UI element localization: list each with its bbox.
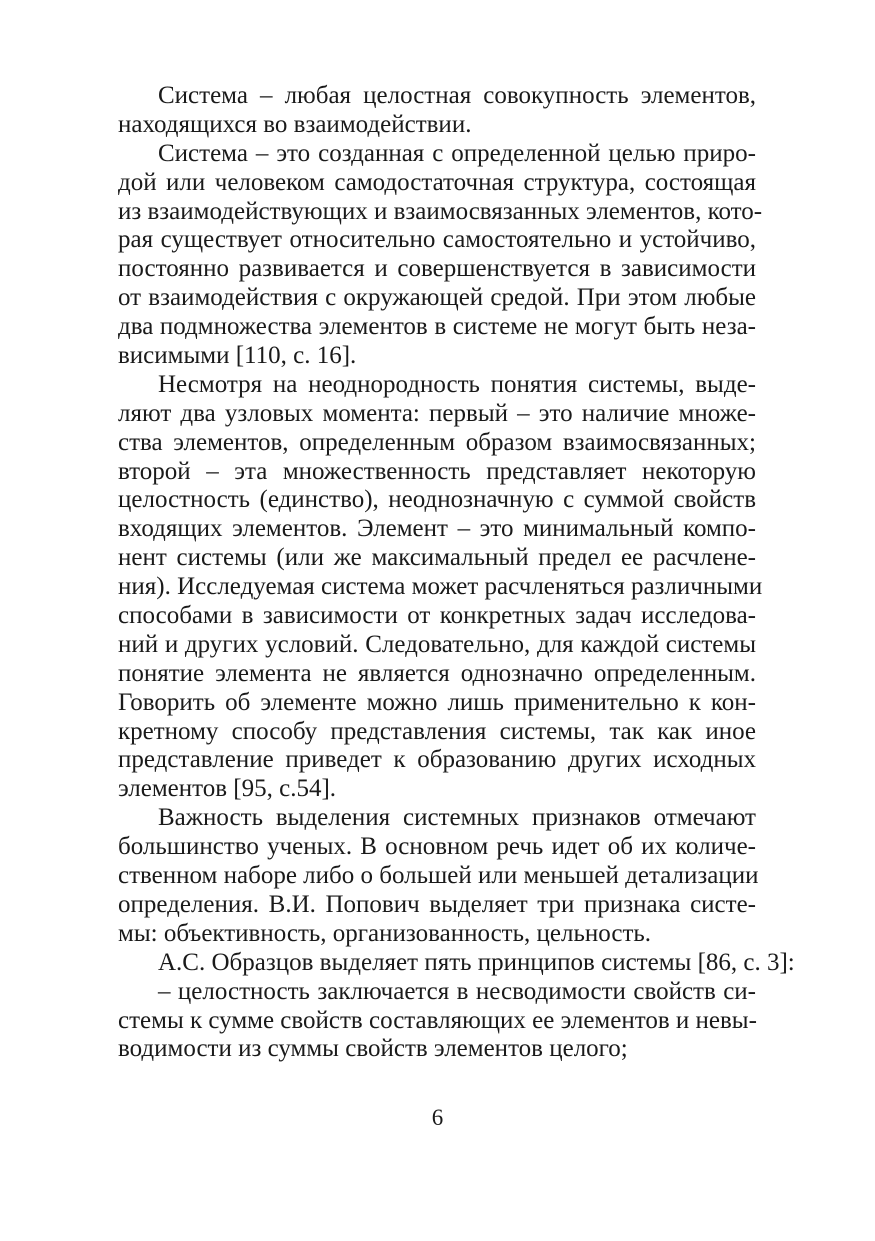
text-line: стемы к сумме свойств составляющих ее элементов и невы-	[118, 1006, 757, 1034]
text-line: ния). Исследуемая система может расчленяться различными	[118, 573, 763, 601]
text-line: ства элементов, определенным образом взаимосвязанных;	[118, 428, 756, 456]
text-line: дой или человеком самодостаточная структура, состоящая	[118, 168, 756, 196]
text-line: – целостность заключается в несводимости свойств си-	[158, 977, 756, 1005]
text-line: Важность выделения системных признаков отмечают	[158, 804, 756, 832]
text-line: из взаимодействующих и взаимосвязанных элементов, кото-	[118, 197, 763, 225]
text-line: водимости из суммы свойств элементов целого;	[118, 1035, 628, 1063]
text-line: ственном наборе либо о большей или меньшей детализации	[118, 862, 759, 890]
text-line: элементов [95, с.54].	[118, 775, 337, 803]
text-line: входящих элементов. Элемент – это минимальный компо-	[118, 515, 756, 543]
text-line: висимыми [110, с. 16].	[118, 342, 357, 370]
text-line: рая существует относительно самостоятельно и устойчиво,	[118, 226, 756, 254]
text-line: мы: объективность, организованность, цельность.	[118, 919, 652, 947]
text-line: нент системы (или же максимальный предел ее расчлене-	[118, 544, 756, 572]
text-line: определения. В.И. Попович выделяет три признака систе-	[118, 890, 756, 918]
text-line: понятие элемента не является однозначно определенным.	[118, 659, 756, 687]
document-body	[118, 82, 795, 1064]
text-line: два подмножества элементов в системе не могут быть неза-	[118, 313, 756, 341]
paragraph-system-features	[118, 804, 759, 948]
paragraph-integrity-principle	[118, 978, 756, 1065]
text-line: способами в зависимости от конкретных задач исследова-	[118, 602, 756, 630]
paragraph-system-heterogeneity	[118, 370, 763, 804]
text-line: А.С. Образцов выделяет пять принципов системы [86, с. 3]:	[158, 948, 795, 976]
text-line: от взаимодействия с окружающей средой. При этом любые	[118, 284, 756, 312]
text-line: второй – эта множественность представляет некоторую	[118, 457, 756, 485]
page-number: 6	[431, 1105, 444, 1130]
text-line: Говорить об элементе можно лишь применительно к кон-	[118, 688, 756, 716]
text-line: находящихся во взаимодействии.	[118, 110, 472, 138]
text-line: Система – любая целостная совокупность элементов,	[158, 82, 756, 109]
text-line: представление приведет к образованию других исходных	[118, 746, 756, 774]
text-line: кретному способу представления системы, так как иное	[118, 717, 756, 745]
text-line: ляют два узловых момента: первый – это наличие множе-	[118, 399, 756, 427]
text-line: ний и других условий. Следовательно, для каждой системы	[118, 630, 756, 658]
text-line: целостность (единство), неоднозначную с суммой свойств	[118, 486, 756, 514]
text-line: постоянно развивается и совершенствуется в зависимости	[118, 255, 756, 283]
paragraph-obraztsov-principles	[118, 948, 795, 978]
text-line: большинство ученых. В основном речь идет об их количе-	[118, 833, 756, 861]
paragraph-system-definition-1	[118, 82, 756, 140]
paragraph-system-definition-2	[118, 139, 763, 371]
text-line: Несмотря на неоднородность понятия системы, выде-	[158, 370, 756, 398]
text-line: Система – это созданная с определенной целью приро-	[158, 139, 756, 167]
